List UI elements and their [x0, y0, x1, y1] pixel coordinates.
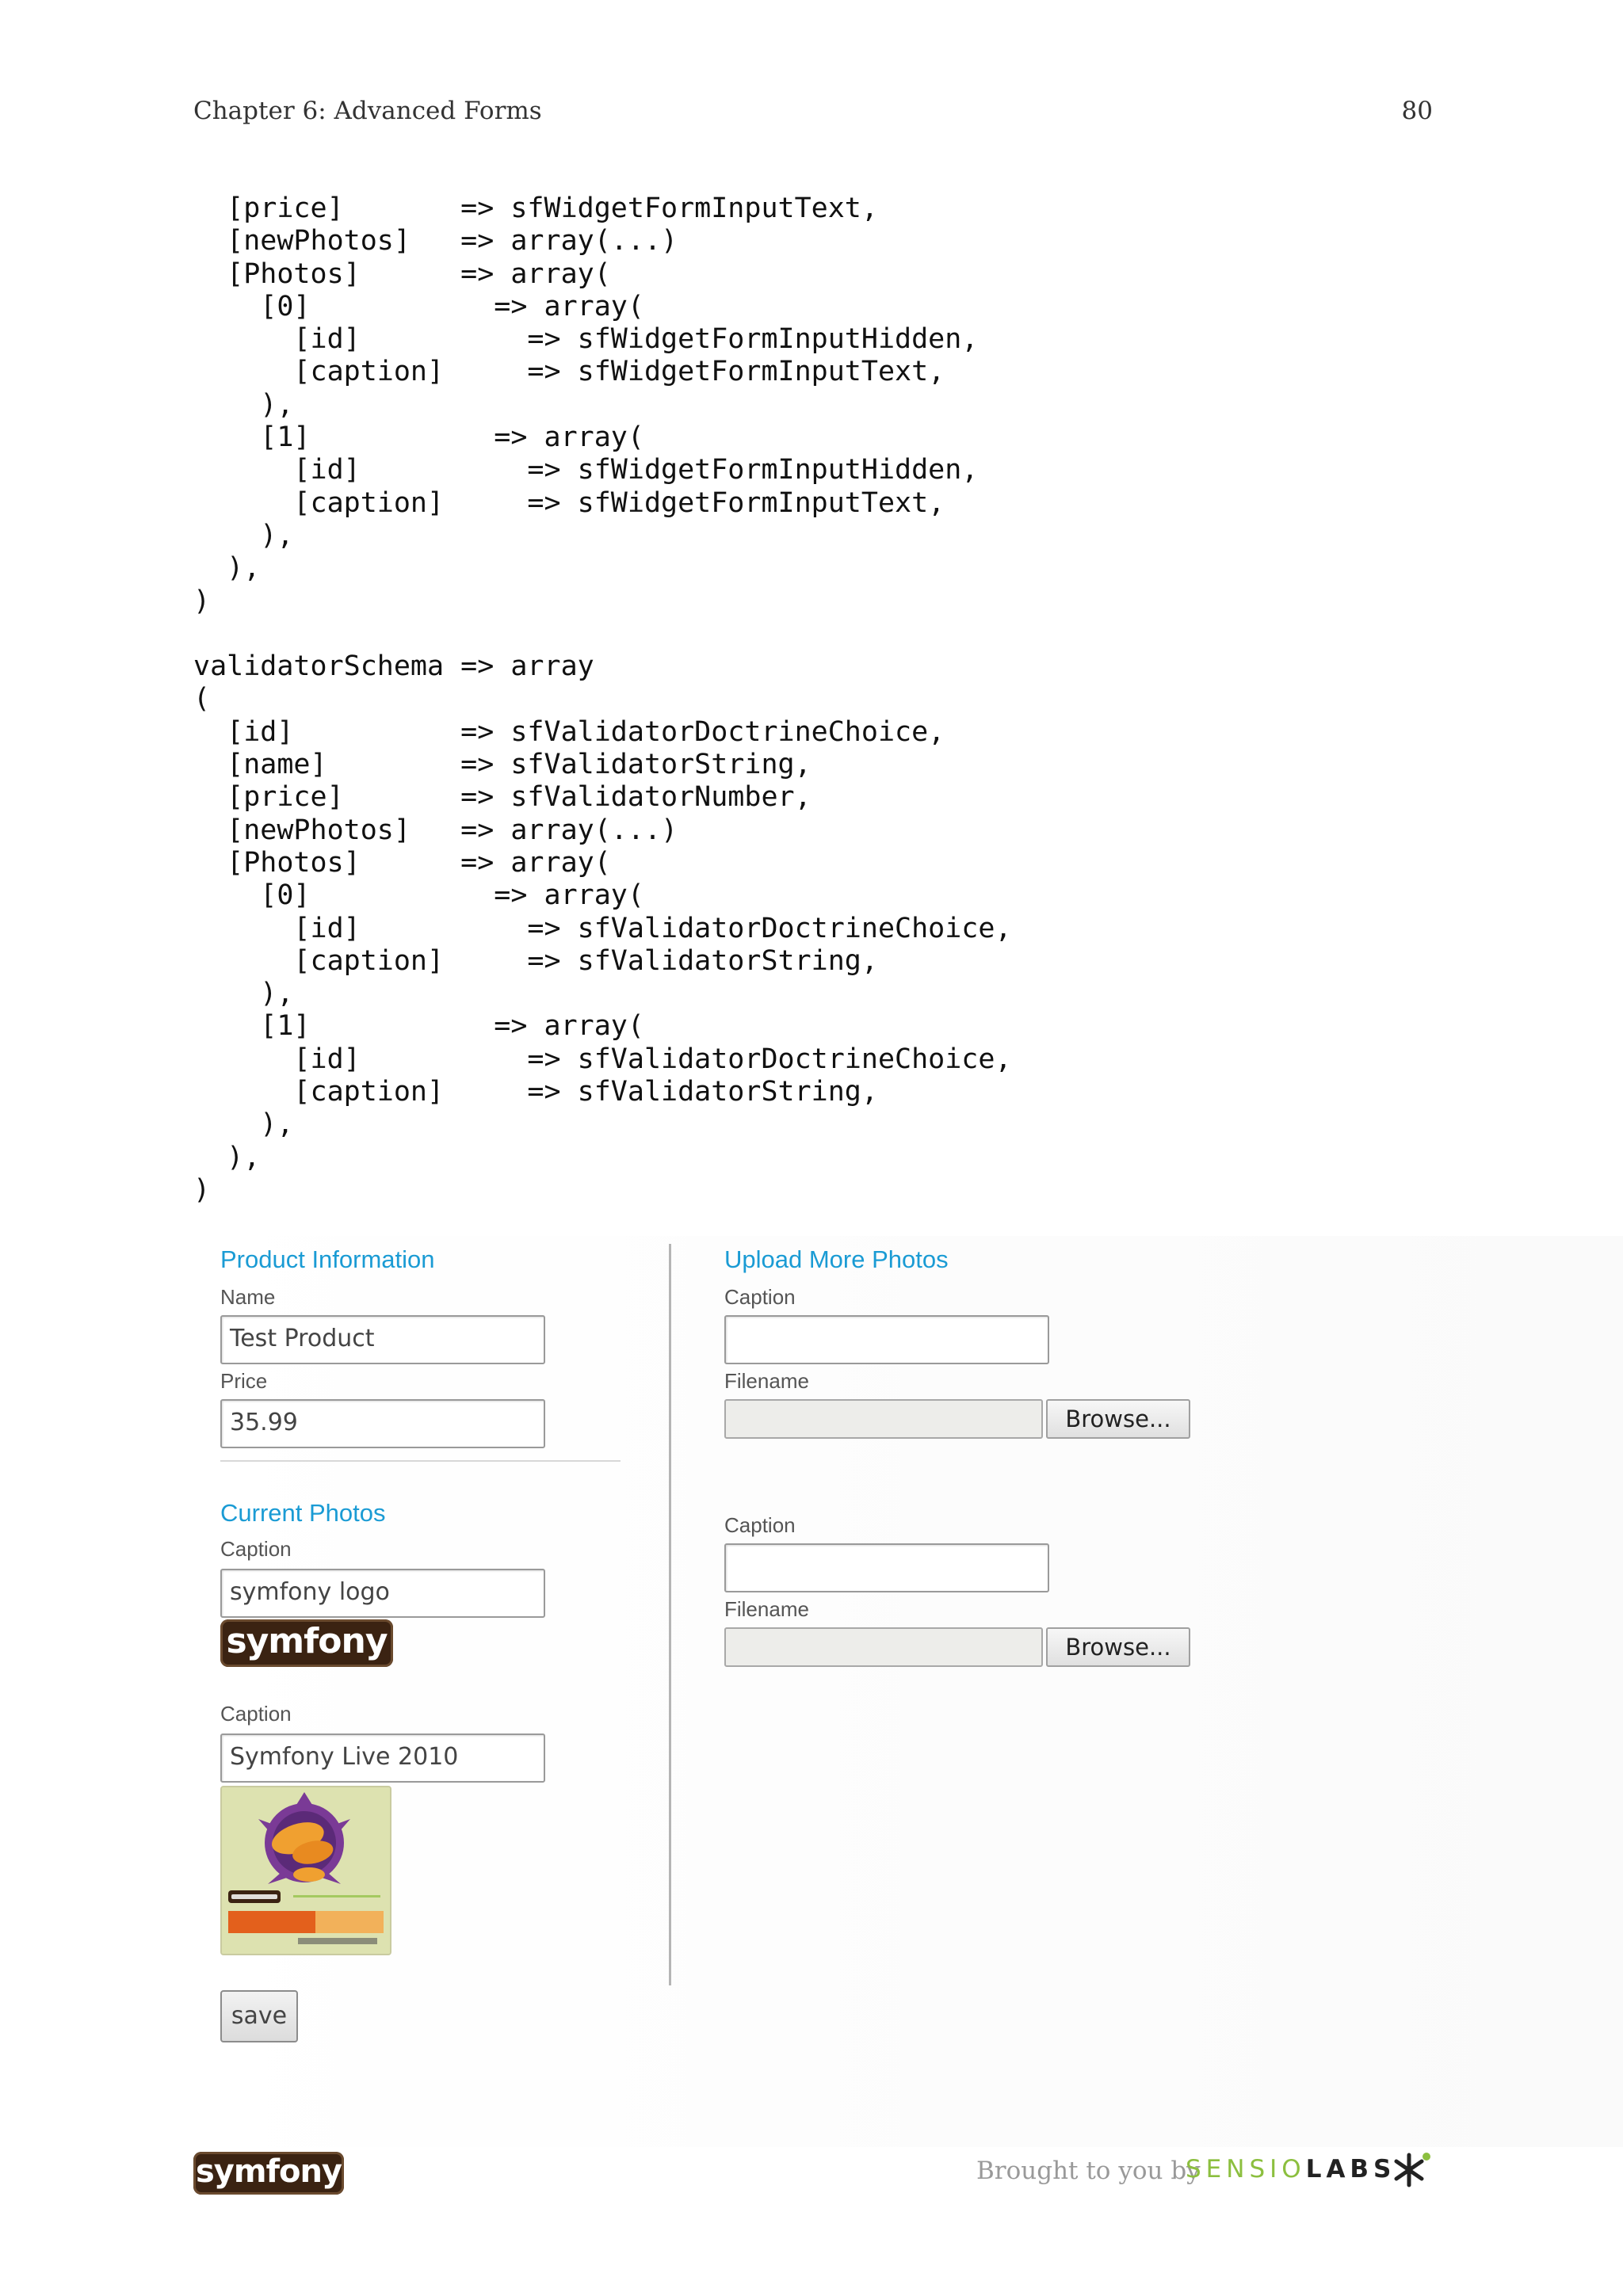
upload-caption-input[interactable]: [724, 1543, 1049, 1592]
section-divider: [220, 1460, 621, 1462]
caption-label: Caption: [724, 1513, 796, 1537]
symfony-logo-image: symfony: [220, 1619, 393, 1667]
column-divider: [669, 1244, 671, 1985]
page-number: 80: [1401, 97, 1433, 125]
caption-label: Caption: [220, 1537, 292, 1561]
name-label: Name: [220, 1285, 276, 1309]
symfony-live-2010-image: [220, 1786, 391, 1955]
sensio-text: SENSIO: [1186, 2155, 1306, 2183]
browse-button[interactable]: Browse...: [1046, 1399, 1190, 1439]
symfony-live-poster-graphic: [222, 1787, 390, 1954]
filename-label: Filename: [724, 1369, 809, 1393]
form-screenshot: [193, 1236, 1623, 2147]
filename-label: Filename: [724, 1597, 809, 1621]
save-button[interactable]: save: [220, 1990, 298, 2042]
upload-caption-input[interactable]: [724, 1315, 1049, 1364]
sensiolabs-star-icon: [1388, 2150, 1433, 2190]
caption-label: Caption: [220, 1702, 292, 1726]
filename-input[interactable]: [724, 1399, 1043, 1439]
caption-label: Caption: [724, 1285, 796, 1309]
chapter-title: Chapter 6: Advanced Forms: [193, 97, 542, 125]
caption-input[interactable]: symfony logo: [220, 1569, 545, 1618]
browse-button[interactable]: Browse...: [1046, 1627, 1190, 1667]
filename-input[interactable]: [724, 1627, 1043, 1667]
code-listing: [price] => sfWidgetFormInputText, [newPhotos] => array(...) [Photos] => array( [0] => array( [id] => sfWidgetFormInputHidden, [caption] => sfWidgetFormInputText, ), [1] => array( [id] => sfWidgetFormInputHidden, [caption] => sfWidgetFormInputText, ), ), ) validatorSchema => array ( [id] => sfValidatorDoctrineChoice, [name] => sfValidatorString, [price] => sfValidatorNumber, [newPhotos] => array(...) [Photos] => array( [0] => array( [id] => sfValidatorDoctrineChoice, [caption] => sfValidatorString, ), [1] => array( [id] => sfValidatorDoctrineChoice, [caption] => sfValidatorString, ), ), ): [193, 193, 1012, 1206]
caption-input[interactable]: Symfony Live 2010: [220, 1733, 545, 1783]
brought-to-you-by: Brought to you by: [976, 2157, 1201, 2185]
upload-more-photos-legend: Upload More Photos: [724, 1245, 949, 1273]
price-label: Price: [220, 1369, 268, 1393]
symfony-footer-logo: symfony: [193, 2152, 344, 2195]
price-input[interactable]: 35.99: [220, 1399, 545, 1448]
name-input[interactable]: Test Product: [220, 1315, 545, 1364]
current-photos-legend: Current Photos: [220, 1499, 386, 1527]
sensiolabs-logo: [1186, 2155, 1396, 2183]
labs-text: LABS: [1305, 2155, 1396, 2183]
product-information-legend: Product Information: [220, 1245, 435, 1273]
